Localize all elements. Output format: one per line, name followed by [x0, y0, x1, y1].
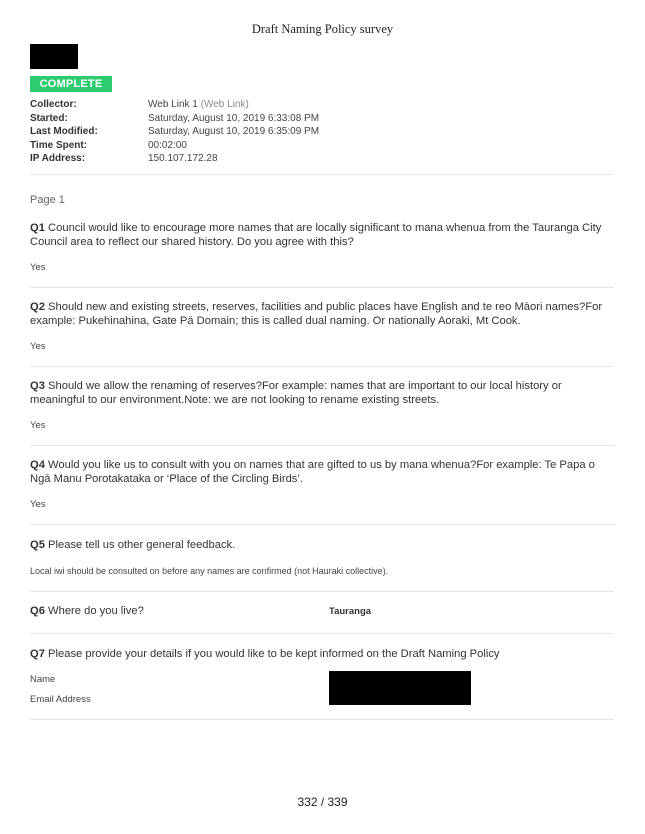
- question-2: [30, 300, 612, 328]
- answer-3: Yes: [30, 420, 46, 431]
- divider: [30, 445, 614, 446]
- time-spent-label: Time Spent:: [30, 139, 88, 151]
- question-6: [30, 604, 310, 618]
- divider: [30, 287, 614, 288]
- question-text: Would you like us to consult with you on names that are gifted to us by mana whenua?For example: Te Papa o Ngā Manu Porotakataka or ‘Place of the Circling Birds’.: [30, 459, 595, 485]
- question-text: Council would like to encourage more names that are locally significant to mana whenua from the Tauranga City Council area to reflect our shared history. Do you agree with this?: [30, 222, 602, 248]
- divider: [30, 174, 614, 175]
- question-number: Q2: [30, 301, 45, 313]
- meta-row-started: [30, 112, 319, 126]
- question-5: [30, 538, 612, 552]
- last-modified-value: Saturday, August 10, 2019 6:35:09 PM: [148, 126, 320, 137]
- question-number: Q1: [30, 222, 45, 234]
- name-field-label: Name: [30, 674, 56, 685]
- question-1: [30, 221, 612, 249]
- meta-row-collector: [30, 98, 319, 112]
- divider: [30, 524, 614, 525]
- page-label: Page 1: [30, 194, 65, 206]
- divider: [30, 633, 614, 634]
- started-value: Saturday, August 10, 2019 6:33:08 PM: [148, 112, 320, 124]
- email-field-label: Email Address: [30, 694, 91, 705]
- question-number: Q7: [30, 648, 45, 660]
- ip-address-label: IP Address:: [30, 153, 86, 164]
- meta-row-ip-address: [30, 152, 319, 166]
- answer-1: Yes: [30, 262, 46, 273]
- question-4: [30, 458, 612, 486]
- question-3: [30, 379, 612, 407]
- question-number: Q6: [30, 605, 45, 617]
- answer-2: Yes: [30, 341, 46, 352]
- last-modified-label: Last Modified:: [30, 126, 98, 137]
- question-text: Where do you live?: [48, 605, 144, 617]
- answer-6: Tauranga: [329, 606, 372, 617]
- time-spent-value: 00:02:00: [148, 139, 187, 151]
- question-number: Q3: [30, 380, 45, 392]
- redacted-logo: [30, 44, 78, 69]
- divider: [30, 719, 614, 720]
- meta-row-last-modified: [30, 125, 319, 139]
- divider: [30, 591, 614, 592]
- redacted-contact-details: [329, 671, 471, 705]
- answer-5: Local iwi should be consulted on before any names are confirmed (not Hauraki collective).: [30, 566, 389, 576]
- question-text: Should new and existing streets, reserves, facilities and public places have English and te reo Māori names?For example: Pukehinahina, Gate Pā Domain; this is called dual naming. Or nationally Aoraki, Mt Cook.: [30, 301, 603, 327]
- collector-note: (Web Link): [200, 99, 249, 110]
- divider: [30, 366, 614, 367]
- collector-value: Web Link 1: [148, 99, 198, 110]
- question-number: Q5: [30, 539, 45, 551]
- ip-address-value: 150.107.172.28: [148, 153, 218, 164]
- response-metadata: [30, 98, 319, 166]
- question-7: [30, 647, 612, 661]
- question-number: Q4: [30, 459, 45, 471]
- answer-4: Yes: [30, 499, 46, 510]
- question-text: Please tell us other general feedback.: [48, 539, 236, 551]
- document-title: Draft Naming Policy survey: [251, 22, 394, 36]
- collector-label: Collector:: [30, 99, 77, 110]
- meta-row-time-spent: [30, 139, 319, 153]
- status-badge: COMPLETE: [30, 76, 112, 92]
- question-text: Please provide your details if you would like to be kept informed on the Draft Naming Policy: [48, 648, 500, 660]
- question-text: Should we allow the renaming of reserves?For example: names that are important to our local history or meaningful to our environment.Note: we are not looking to rename existing streets.: [30, 380, 562, 406]
- page-number: 332 / 339: [297, 795, 348, 809]
- started-label: Started:: [30, 112, 68, 124]
